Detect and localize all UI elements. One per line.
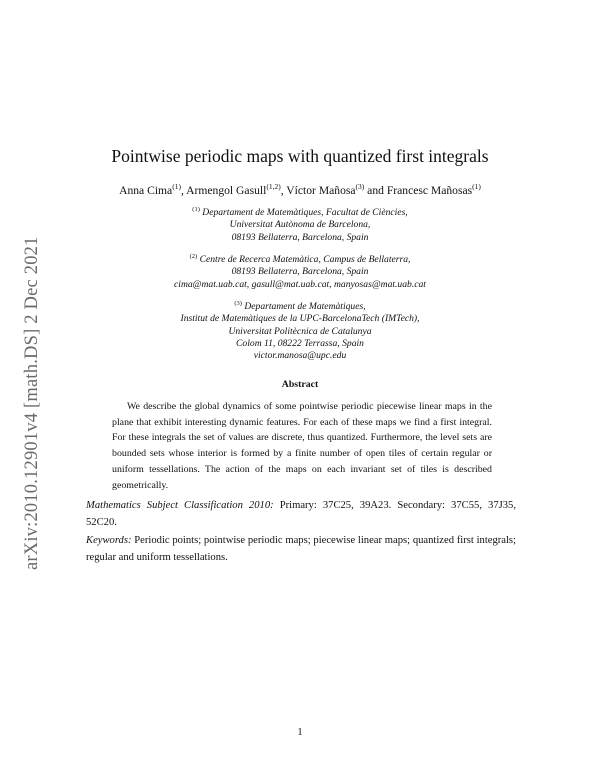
affiliation-1: [0, 204, 600, 244]
author-name: Armengol Gasull: [186, 184, 267, 197]
author-separator: and: [364, 184, 387, 197]
affiliation-line: 08193 Bellaterra, Barcelona, Spain: [231, 231, 369, 243]
author-separator: ,: [180, 184, 187, 197]
page-number: 1: [297, 727, 303, 738]
author-separator: ,: [280, 184, 287, 197]
affiliation-2: [0, 251, 600, 291]
email-addresses[interactable]: cima@mat.uab.cat, gasull@mat.uab.cat, manyosas@mat.uab.cat: [174, 278, 426, 290]
author-affiliation-marker: (3): [355, 182, 365, 191]
affiliation-line: [0, 251, 600, 266]
author-name: Francesc Mañosas: [386, 184, 473, 197]
author-list: [0, 182, 600, 197]
affiliation-text: Departament de Matemàtiques,: [244, 301, 366, 312]
author-affiliation-marker: (1): [472, 182, 481, 191]
email-address[interactable]: victor.manosa@upc.edu: [253, 350, 347, 362]
affiliation-line: [0, 204, 600, 219]
msc-label: Mathematics Subject Classification 2010:: [86, 500, 274, 511]
affiliation-line: 08193 Bellaterra, Barcelona, Spain: [231, 266, 369, 278]
affiliation-line: Universitat Autònoma de Barcelona,: [229, 219, 371, 231]
affiliation-marker: (2): [189, 253, 198, 260]
affiliation-line: Universitat Politècnica de Catalunya: [228, 325, 372, 337]
abstract-heading: Abstract: [281, 379, 319, 390]
author-name: Víctor Mañosa: [286, 184, 356, 197]
author-affiliation-marker: (1): [172, 182, 181, 191]
affiliation-line: Institut de Matemàtiques de la UPC-BarcelonaTech (IMTech),: [180, 313, 420, 325]
affiliation-text: Departament de Matemàtiques, Facultat de Ciències,: [202, 207, 408, 218]
keywords-label: Keywords:: [86, 535, 132, 546]
affiliation-marker: (3): [234, 300, 242, 307]
keywords: [86, 532, 516, 566]
affiliation-text: Centre de Recerca Matemàtica, Campus de Bellaterra,: [199, 254, 411, 265]
affiliation-line: [0, 298, 600, 313]
arxiv-id[interactable]: arXiv:2010.12901v4 [math.DS] 2 Dec 2021: [22, 236, 42, 570]
affiliation-marker: (1): [192, 206, 200, 213]
msc-codes: Primary: 37C25, 39A23. Secondary: 37C55, 37J35, 52C20.: [86, 500, 516, 528]
affiliation-3: [0, 298, 600, 362]
keywords-text: Periodic points; pointwise periodic maps; piecewise linear maps; quantized first integrals; regular and uniform tessellations.: [86, 535, 516, 563]
msc-classification: [86, 497, 516, 531]
author-affiliation-marker: (1,2): [266, 182, 281, 191]
author-name: Anna Cima: [119, 184, 173, 197]
paper-title: Pointwise periodic maps with quantized first integrals: [111, 146, 489, 166]
affiliation-line: Colom 11, 08222 Terrassa, Spain: [236, 337, 364, 349]
abstract-text: We describe the global dynamics of some pointwise periodic piecewise linear maps in the plane that exhibit interesting dynamic features. For each of these maps we find a first integral. For these integrals the set of values are discrete, thus quantized. Furthermore, the level sets are bounded sets whose interior is formed by a finite number of open tiles of certain regular or uniform tessellations. The action of the maps on each invariant set of tiles is described geometrically.: [112, 401, 492, 491]
